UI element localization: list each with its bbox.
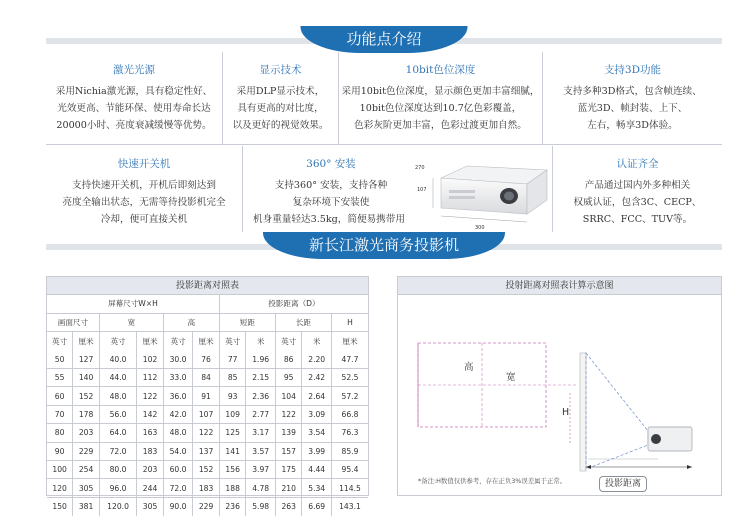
table-cell: 3.17 <box>246 424 275 442</box>
table-cell: 3.57 <box>246 442 275 460</box>
wall <box>580 353 586 471</box>
feature-title: 认证齐全 <box>616 158 659 170</box>
table-cell: 3.97 <box>246 461 275 479</box>
table-cell: 36.0 <box>163 387 192 405</box>
table-row <box>47 369 368 387</box>
table-cell: 3.54 <box>302 424 331 442</box>
table-cell: 263 <box>275 497 302 515</box>
table-cell: 30.0 <box>163 350 192 368</box>
feature-line: 支持多种3D格式，包含帧连续、 <box>563 86 702 97</box>
feature-line: 权威认证，包含3C、CECP、 <box>573 197 702 208</box>
projection-diagram-svg <box>398 295 723 495</box>
table-cell: 142 <box>137 405 164 423</box>
table-cell: 305 <box>137 497 164 515</box>
table-units-row <box>47 332 368 350</box>
table-row <box>47 405 368 423</box>
diagram-title: 投射距离对照表计算示意图 <box>398 277 721 295</box>
table-cell: 203 <box>73 424 100 442</box>
size-header: 画面尺寸 <box>47 313 99 331</box>
feature-360-text <box>251 146 411 228</box>
table-cell: 139 <box>275 424 302 442</box>
table-cell: 66.8 <box>331 405 368 423</box>
feature-display-tech <box>222 52 338 144</box>
table-cell: 48.0 <box>163 424 192 442</box>
feature-line: 采用DLP显示技术， <box>236 86 325 97</box>
feature-title: 支持3D功能 <box>603 64 662 76</box>
table-cell: 2.20 <box>302 350 331 368</box>
table-row <box>47 461 368 479</box>
unit-cell: 米 <box>246 332 275 350</box>
table-cell: 96.0 <box>99 479 136 497</box>
unit-cell: 英寸 <box>47 332 73 350</box>
table-cell: 2.36 <box>246 387 275 405</box>
table-cell: 42.0 <box>163 405 192 423</box>
feature-color-depth <box>338 52 542 144</box>
table-cell: 381 <box>73 497 100 515</box>
table-row <box>47 387 368 405</box>
table-cell: 143.1 <box>331 497 368 515</box>
feature-line: 支持360° 安装，支持各种 <box>274 180 388 191</box>
table-cell: 229 <box>73 442 100 460</box>
projection-diagram <box>398 295 723 495</box>
table-cell: 114.5 <box>331 479 368 497</box>
feature-line: 以及更好的视觉效果。 <box>232 120 329 131</box>
table-body <box>47 350 368 516</box>
table-cell: 244 <box>137 479 164 497</box>
table-cell: 156 <box>219 461 246 479</box>
table-cell: 203 <box>137 461 164 479</box>
table-cell: 77 <box>219 350 246 368</box>
table-cell: 90 <box>47 442 73 460</box>
table-cell: 80.0 <box>99 461 136 479</box>
dim-label-depth: 107 <box>417 187 427 193</box>
table-cell: 236 <box>219 497 246 515</box>
table-cell: 76.3 <box>331 424 368 442</box>
table-cell: 107 <box>193 405 220 423</box>
distance-header: 投影距离（D） <box>219 295 368 313</box>
unit-cell: 米 <box>302 332 331 350</box>
table-cell: 175 <box>275 461 302 479</box>
unit-cell: 厘米 <box>137 332 164 350</box>
table-cell: 3.09 <box>302 405 331 423</box>
table-cell: 152 <box>193 461 220 479</box>
table-cell: 122 <box>193 424 220 442</box>
table-header-row <box>47 295 368 313</box>
table-cell: 2.77 <box>246 405 275 423</box>
table-cell: 150 <box>47 497 73 515</box>
feature-row-2 <box>46 146 722 232</box>
table-cell: 95.4 <box>331 461 368 479</box>
table-cell: 72.0 <box>163 479 192 497</box>
table-cell: 5.98 <box>246 497 275 515</box>
feature-line: 色彩灰阶更加丰富，色彩过渡更加自然。 <box>354 120 527 131</box>
feature-360-install <box>242 146 552 232</box>
table-cell: 84 <box>193 369 220 387</box>
grid-divider <box>46 144 722 145</box>
feature-line: 20000小时、亮度衰减缓慢等优势。 <box>56 120 212 131</box>
table-cell: 157 <box>275 442 302 460</box>
unit-cell: 英寸 <box>219 332 246 350</box>
table-cell: 104 <box>275 387 302 405</box>
table-cell: 127 <box>73 350 100 368</box>
long-throw-header: 长距 <box>275 313 331 331</box>
table-cell: 91 <box>193 387 220 405</box>
table-cell: 183 <box>193 479 220 497</box>
feature-grid <box>46 52 722 232</box>
arrow-right-icon <box>687 465 692 469</box>
unit-cell: 英寸 <box>275 332 302 350</box>
table-cell: 76 <box>193 350 220 368</box>
table-cell: 3.99 <box>302 442 331 460</box>
table-cell: 47.7 <box>331 350 368 368</box>
table-cell: 183 <box>137 442 164 460</box>
unit-cell: 厘米 <box>331 332 368 350</box>
feature-line: 采用Nichia激光源，具有稳定性好、 <box>55 86 213 97</box>
table-cell: 229 <box>193 497 220 515</box>
feature-line: 产品通过国内外多种相关 <box>584 180 691 191</box>
table-row <box>47 497 368 515</box>
table-cell: 210 <box>275 479 302 497</box>
features-section-title: 功能点介绍 <box>300 26 467 53</box>
feature-laser-source <box>46 52 222 144</box>
unit-cell: 厘米 <box>73 332 100 350</box>
table-row <box>47 350 368 368</box>
table-cell: 33.0 <box>163 369 192 387</box>
feature-title: 显示技术 <box>259 64 302 76</box>
feature-certification <box>552 146 722 232</box>
table-cell: 48.0 <box>99 387 136 405</box>
product-section-band <box>46 236 722 254</box>
table-cell: 1.96 <box>246 350 275 368</box>
table-cell: 102 <box>137 350 164 368</box>
distance-table-title: 投影距离对照表 <box>47 277 368 295</box>
h-label: H <box>562 407 570 418</box>
unit-cell: 英寸 <box>99 332 136 350</box>
table-cell: 125 <box>219 424 246 442</box>
table-cell: 4.78 <box>246 479 275 497</box>
table-cell: 70 <box>47 405 73 423</box>
feature-line: 10bit色位深度达到10.7亿色彩覆盖， <box>359 103 522 114</box>
table-cell: 140 <box>73 369 100 387</box>
table-cell: 93 <box>219 387 246 405</box>
table-cell: 122 <box>137 387 164 405</box>
table-cell: 305 <box>73 479 100 497</box>
table-cell: 40.0 <box>99 350 136 368</box>
table-row <box>47 442 368 460</box>
distance-table-panel <box>46 276 369 512</box>
table-cell: 72.0 <box>99 442 136 460</box>
table-cell: 85.9 <box>331 442 368 460</box>
dim-label-height: 270 <box>415 165 425 171</box>
table-row <box>47 479 368 497</box>
table-cell: 80 <box>47 424 73 442</box>
feature-line: 蓝光3D、帧封装、上下、 <box>577 103 688 114</box>
feature-line: 支持快速开关机，开机后即刻达到 <box>72 180 216 191</box>
width-label: 宽 <box>506 372 516 383</box>
distance-table <box>47 295 368 516</box>
feature-line: 光效更高、节能环保、使用寿命长达 <box>57 103 211 114</box>
table-cell: 60 <box>47 387 73 405</box>
feature-3d-support <box>542 52 722 144</box>
feature-line: 亮度全输出状态，无需等待投影机完全 <box>62 197 226 208</box>
feature-quick-power <box>46 146 242 232</box>
unit-cell: 厘米 <box>193 332 220 350</box>
projection-beam <box>586 353 648 469</box>
feature-row-1 <box>46 52 722 144</box>
table-cell: 100 <box>47 461 73 479</box>
height-header: 高 <box>163 313 219 331</box>
table-cell: 120.0 <box>99 497 136 515</box>
table-cell: 137 <box>193 442 220 460</box>
table-cell: 56.0 <box>99 405 136 423</box>
table-cell: 64.0 <box>99 424 136 442</box>
projector-product-image <box>423 156 551 226</box>
feature-title: 10bit色位深度 <box>405 64 476 76</box>
distance-label: 投影距离 <box>599 476 647 492</box>
table-cell: 60.0 <box>163 461 192 479</box>
table-cell: 50 <box>47 350 73 368</box>
dim-label-width: 300 <box>475 225 485 231</box>
diagram-note: *备注:H数值仅供参考，存在正负3%误差属于正常。 <box>418 477 567 485</box>
table-cell: 54.0 <box>163 442 192 460</box>
table-cell: 90.0 <box>163 497 192 515</box>
product-section-title: 新长江激光商务投影机 <box>263 232 505 259</box>
table-cell: 57.2 <box>331 387 368 405</box>
table-cell: 2.15 <box>246 369 275 387</box>
table-cell: 55 <box>47 369 73 387</box>
feature-line: 机身重量轻达3.5kg，简便易携带用 <box>253 214 405 225</box>
screen-size-header: 屏幕尺寸W×H <box>47 295 219 313</box>
table-cell: 163 <box>137 424 164 442</box>
table-cell: 152 <box>73 387 100 405</box>
feature-line: 冷却，便可直接关机 <box>100 214 188 225</box>
table-cell: 254 <box>73 461 100 479</box>
table-cell: 2.64 <box>302 387 331 405</box>
table-cell: 85 <box>219 369 246 387</box>
diagram-panel <box>397 276 722 496</box>
height-label: 高 <box>464 362 474 373</box>
feature-title: 激光光源 <box>113 64 155 76</box>
table-cell: 86 <box>275 350 302 368</box>
feature-line: 具有更高的对比度， <box>237 103 324 114</box>
table-cell: 2.42 <box>302 369 331 387</box>
table-cell: 6.69 <box>302 497 331 515</box>
table-subheader-row <box>47 313 368 331</box>
table-cell: 109 <box>219 405 246 423</box>
feature-title: 360° 安装 <box>306 158 356 170</box>
table-cell: 44.0 <box>99 369 136 387</box>
table-cell: 188 <box>219 479 246 497</box>
table-cell: 95 <box>275 369 302 387</box>
table-cell: 5.34 <box>302 479 331 497</box>
h-header: H <box>331 313 368 331</box>
projector-lens-icon <box>651 434 661 444</box>
table-cell: 112 <box>137 369 164 387</box>
features-section-band <box>46 30 722 48</box>
feature-line: 复杂环境下安装使 <box>292 197 370 208</box>
table-cell: 178 <box>73 405 100 423</box>
width-header: 宽 <box>99 313 163 331</box>
feature-line: 采用10bit色位深度，显示颜色更加丰富细腻， <box>341 86 540 97</box>
unit-cell: 英寸 <box>163 332 192 350</box>
table-cell: 4.44 <box>302 461 331 479</box>
table-cell: 120 <box>47 479 73 497</box>
table-cell: 52.5 <box>331 369 368 387</box>
feature-title: 快速开关机 <box>117 158 171 170</box>
table-cell: 122 <box>275 405 302 423</box>
feature-line: 左右，畅享3D体验。 <box>587 120 678 131</box>
table-cell: 141 <box>219 442 246 460</box>
table-row <box>47 424 368 442</box>
feature-line: SRRC、FCC、TUV等。 <box>582 214 693 225</box>
short-throw-header: 短距 <box>219 313 275 331</box>
